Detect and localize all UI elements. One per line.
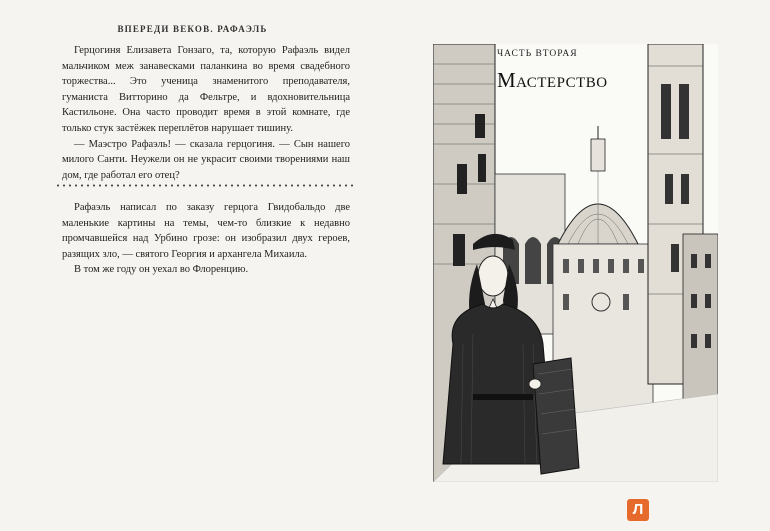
dotted-separator (55, 184, 355, 187)
part-label: ЧАСТЬ ВТОРАЯ (497, 49, 578, 59)
chapter-title: Мастерство (497, 68, 608, 92)
paragraph: Герцогиня Елизавета Гонзаго, та, которую Рафаэль видел мальчиком меж занавесками паланкина во время свадебного торжества... Это ученица знаменитого преподавателя, гуманиста Витторино да Фельтре, и вдохновительница Кастильоне. Она часто проводит время в этой комнате, где только стук застёжек переплётов нарушает тишину. (62, 45, 350, 134)
text-block-1 (62, 43, 350, 183)
paragraph: Рафаэль написал по заказу герцога Гвидобальдо две маленькие картины на темы, чем-то близкие к недавно промчавшейся над Урбино грозе: он изобразил двух героев, разящих зло, — святого Георгия и архангела Михаила. (62, 202, 350, 260)
paragraph: В том же году он уехал во Флоренцию. (74, 264, 249, 276)
raphael-florence-illustration (433, 44, 718, 482)
right-page (385, 0, 770, 531)
running-head: ВПЕРЕДИ ВЕКОВ. РАФАЭЛЬ (117, 24, 268, 34)
text-block-2 (62, 200, 350, 278)
labirint-logo-icon: Л (627, 499, 649, 521)
paragraph: — Маэстро Рафаэль! — сказала герцогиня. — Сын нашего милого Санти. Неужели он не украсит своими творениями наш дом, где работал его отец? (62, 138, 350, 181)
